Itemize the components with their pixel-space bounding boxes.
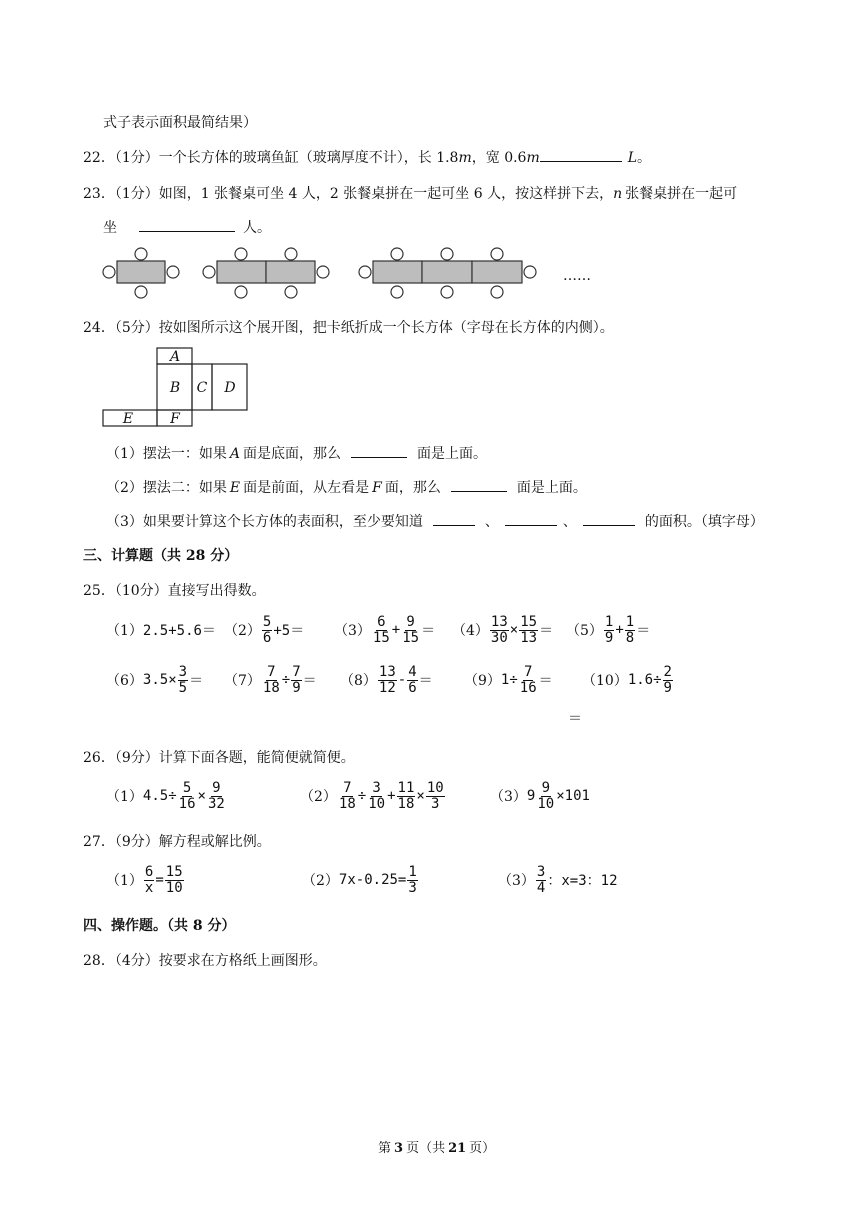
denominator: 9 [292,679,301,696]
seat-circle [391,286,403,298]
numerator: 4 [408,663,417,680]
item-pre: 3.5× [142,672,177,688]
denominator: 10 [165,879,183,896]
item-tag: （2） [300,789,337,805]
question-22 [83,147,651,167]
q23-text-4: 人。 [243,220,271,236]
q24-part-3 [106,511,764,531]
q24-p2-post: 面是上面。 [516,480,587,496]
q22-unit-L: L [627,150,638,166]
numerator: 7 [523,663,533,680]
item-rest: +5＝ [273,623,305,639]
q24-p3-post: 的面积。（填字母） [644,514,764,530]
q24-p2-pre: （2）摆法二：如果 [106,480,227,496]
q22-mid: ，宽 0.6 [471,150,527,166]
seat-circle [103,266,115,278]
q26-item-3 [490,781,590,811]
q27-item-1 [106,865,302,895]
q24-p2-blank[interactable] [451,491,507,492]
net-label-e: E [122,411,134,427]
numerator: 13 [490,613,508,630]
numerator: 13 [378,663,396,680]
q25-item-9 [464,665,582,695]
seat-circle [235,286,247,298]
operator: ÷ [357,788,367,804]
numerator: 5 [182,779,192,796]
q24-p1-post: 面是上面。 [417,446,488,462]
seat-circle [167,266,179,278]
denominator: 18 [397,795,415,812]
denominator: 18 [338,795,356,812]
section-4-heading: 四、操作题。（共 8 分） [83,918,236,934]
numerator: 1 [625,613,635,630]
q23-var-n: n [613,186,623,202]
q23-number: 23． [83,186,115,202]
q23-text-2: 张餐桌拼在一起可 [625,186,738,202]
q25-item-2 [224,615,334,645]
q23-line-2 [103,217,271,237]
numerator: 7 [343,779,352,796]
seat-circle [235,248,247,260]
q24-p2-mid-2: 面，那么 [384,480,441,496]
item-post: ×101 [556,788,590,804]
q24-part-1 [106,443,487,463]
item-tag: （3） [498,873,535,889]
item-tag: （1） [106,789,143,805]
item-pre: 9 [526,788,536,804]
q23-text-3: 坐 [103,220,117,236]
q24-p3-blank-1[interactable] [433,525,475,526]
q24-score: （5分） [114,320,159,336]
numerator: 3 [536,863,546,880]
item-tag: （1） [106,623,143,639]
item-pre: 7x-0.25= [338,872,407,888]
q28-number: 28． [83,953,115,969]
denominator: 10 [537,795,555,812]
q24-p3-blank-2[interactable] [505,525,557,526]
question-24 [83,317,614,337]
numerator: 5 [262,613,272,630]
equals: ＝ [189,673,204,689]
seat-circle [524,266,536,278]
q26-number: 26． [83,750,115,766]
cuboid-net-figure [100,346,260,430]
seat-circle [135,286,147,298]
item-tag: （2） [224,623,261,639]
q26-item-2 [300,781,490,811]
q25-number: 25． [83,583,115,599]
question-27 [83,831,271,851]
denominator: 5 [178,679,188,696]
numerator: 9 [212,779,221,796]
denominator: 15 [402,629,420,646]
table-rect [373,261,422,283]
q25-item-1 [106,620,224,640]
q24-p3-blank-3[interactable] [583,525,635,526]
equals: ＝ [539,623,554,639]
net-label-a: A [169,349,181,365]
q26-text: 计算下面各题，能简便就简便。 [158,750,355,766]
q25-item-3 [334,615,452,645]
q25-row-1 [106,610,650,650]
numerator: 9 [406,613,415,630]
numerator: 9 [541,779,550,796]
numerator: 6 [144,863,154,880]
item-tag: （4） [452,623,489,639]
item-post: ：x=3：12 [547,873,618,889]
q27-item-2 [302,865,498,895]
denominator: 30 [490,629,508,646]
q24-text: 按如图所示这个展开图，把卡纸折成一个长方体（字母在长方体的内侧）。 [158,320,614,336]
q25-row-2 [106,660,674,700]
numerator: 1 [408,863,417,880]
numerator: 3 [372,779,381,796]
q26-item-1 [106,781,300,811]
item-pre: 4.5÷ [142,788,177,804]
equals: ＝ [418,673,433,689]
q22-answer-blank[interactable] [540,161,622,162]
item-expr: 2.5+5.6＝ [142,623,216,639]
denominator: 9 [663,679,672,696]
seat-circle [317,266,329,278]
q24-p3-pre: （3）如果要计算这个长方体的表面积，至少要知道 [106,514,423,530]
numerator: 15 [520,613,538,630]
numerator: 3 [178,663,188,680]
denominator: 16 [178,795,196,812]
q25-item-6 [106,665,224,695]
q22-end-punct: 。 [637,150,652,166]
denominator: 8 [625,629,635,646]
q24-p2-mid-1: 面是前面，从左看是 [243,480,370,496]
seat-circle [491,248,503,260]
denominator: 3 [431,795,440,812]
seat-circle [203,266,215,278]
operator: + [391,622,401,638]
q27-row [106,860,618,900]
denominator: 4 [536,879,546,896]
numerator: 6 [377,613,386,630]
q26-score: （9分） [114,750,159,766]
item-tag: （3） [334,623,371,639]
item-tag: （6） [106,673,143,689]
q24-part-2 [106,477,587,497]
denominator: 32 [207,795,225,812]
q25-item-8 [340,665,464,695]
table-rect [472,261,522,283]
q22-score: （1分） [114,150,159,166]
q24-p3-sep-1: 、 [484,514,499,530]
q25-item-4 [452,615,566,645]
seat-circle [285,248,297,260]
item-tag: （5） [566,623,603,639]
item-pre: 1÷ [500,672,518,688]
q25-score: （10分） [114,583,168,599]
item-tag: （10） [582,673,628,689]
net-label-b: B [169,380,181,396]
seat-circle [285,286,297,298]
denominator: x [144,879,154,896]
question-26 [83,747,355,767]
question-25 [83,580,266,600]
operator: + [615,622,624,638]
q26-row [106,776,590,816]
section-3-heading: 三、计算题（共 28 分） [83,548,239,564]
denominator: 13 [520,629,538,646]
net-label-f: F [170,411,180,427]
seat-circle [441,248,453,260]
page-footer [378,1137,495,1156]
equals: ＝ [421,623,436,639]
question-23 [83,183,737,203]
item-tag: （7） [224,673,261,689]
seat-circle [359,266,371,278]
question-28 [83,950,327,970]
numerator: 11 [397,779,415,796]
denominator: 9 [604,629,614,646]
q24-p1-mid: 面是底面，那么 [243,446,342,462]
footer-pre: 第 [378,1141,392,1156]
numerator: 2 [663,663,672,680]
numerator: 15 [165,863,183,880]
item-tag: （3） [490,789,527,805]
denominator: 15 [372,629,390,646]
operator: × [509,622,519,638]
q24-p1-face: A [229,446,241,462]
q24-p2-face-1: E [229,480,241,496]
operator: ÷ [281,672,291,688]
q24-p1-blank[interactable] [351,457,407,458]
q22-unit-2: m [526,150,540,166]
q24-p2-face-2: F [372,480,382,496]
item-tag: （8） [340,673,377,689]
q22-number: 22． [83,150,115,166]
footer-mid: 页（共 [406,1141,446,1156]
q24-number: 24． [83,320,115,336]
denominator: 12 [378,679,396,696]
q23-score: （1分） [114,186,159,202]
q27-item-3 [498,865,618,895]
table-rect [422,261,472,283]
tables-figure [100,244,600,302]
q24-p1-pre: （1）摆法一：如果 [106,446,227,462]
denominator: 16 [519,679,537,696]
table-rect [217,261,266,283]
item-tag: （1） [106,873,143,889]
footer-total-pages: 21 [448,1141,467,1156]
q21-tail: 式子表示面积最简结果） [103,115,257,131]
net-label-d: D [224,380,236,396]
q25-item-10-equals: ＝ [568,711,582,727]
seat-circle [135,248,147,260]
q23-text-1: 如图，1 张餐桌可坐 4 人，2 张餐桌拼在一起可坐 6 人，按这样拼下去， [158,186,614,202]
footer-post: 页） [469,1141,496,1156]
q27-text: 解方程或解比例。 [158,834,271,850]
table-rect [117,261,165,283]
q27-number: 27． [83,834,115,850]
q23-ellipsis: …… [563,268,591,284]
q25-item-7 [224,665,340,695]
net-label-c: C [196,380,208,396]
q28-score: （4分） [114,953,159,969]
denominator: 3 [408,879,417,896]
q23-answer-blank[interactable] [139,231,235,232]
operator: - [397,672,407,688]
table-rect [266,261,315,283]
numerator: 7 [267,663,276,680]
numerator: 10 [426,779,444,796]
numerator: 7 [292,663,301,680]
operator: + [387,788,396,804]
q28-text: 按要求在方格纸上画图形。 [158,953,327,969]
item-tag: （2） [302,873,339,889]
q27-score: （9分） [114,834,159,850]
numerator: 1 [604,613,614,630]
item-pre: 1.6÷ [627,672,662,688]
q22-text: 一个长方体的玻璃鱼缸（玻璃厚度不计），长 1.8 [158,150,459,166]
item-tag: （9） [464,673,501,689]
denominator: 10 [368,795,386,812]
operator: × [416,788,425,804]
equals: ＝ [538,673,553,689]
denominator: 6 [262,629,272,646]
equals: ＝ [636,623,651,639]
equals: ＝ [302,673,317,689]
seat-circle [391,248,403,260]
q24-p3-sep-2: 、 [562,514,577,530]
q22-unit-1: m [458,150,472,166]
q25-item-5 [566,615,650,645]
seat-circle [441,286,453,298]
denominator: 6 [408,679,417,696]
denominator: 18 [262,679,280,696]
equals: = [155,872,164,888]
seat-circle [491,286,503,298]
operator: × [197,788,206,804]
footer-page-number: 3 [394,1141,404,1156]
q25-text: 直接写出得数。 [167,583,266,599]
q25-item-10 [582,665,674,695]
